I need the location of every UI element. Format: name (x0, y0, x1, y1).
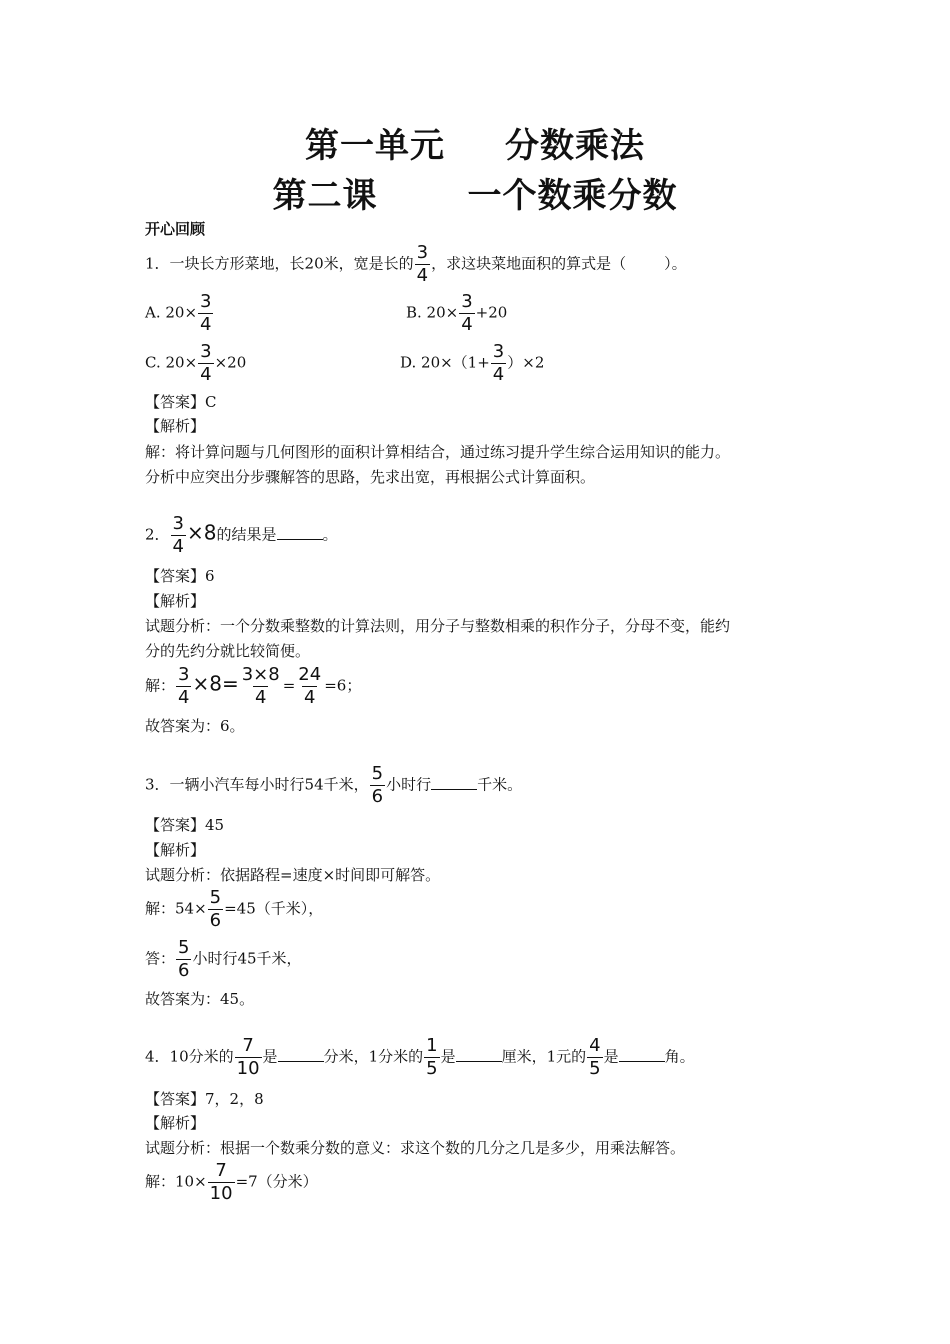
q3-answer: 【答案】45 (145, 816, 225, 834)
answer-blank (278, 1047, 324, 1062)
fraction: $\frac{5}{6}$ (178, 937, 190, 981)
q1-option-c: C. 20× $\frac{3}{4}$ ×20 (145, 341, 247, 385)
title-line-2 (0, 168, 950, 217)
fraction: $\frac{3}{4}$ (200, 341, 212, 385)
fraction: $\frac{24}{4}$ (298, 664, 322, 708)
q3-answer-statement: 答： $\frac{5}{6}$ 小时行45千米， (145, 937, 302, 981)
q4-answer: 【答案】7，2，8 (145, 1090, 264, 1108)
q3-stem: 3．一辆小汽车每小时行54千米， $\frac{5}{6}$ 小时行 千米。 (145, 763, 523, 807)
unit-subtitle: 分数乘法 (505, 126, 645, 166)
q1-analysis-2: 分析中应突出分步骤解答的思路，先求出宽，再根据公式计算面积。 (145, 468, 596, 486)
fraction: $\frac{3}{4}$ (178, 664, 190, 708)
fraction: $\frac{1}{5}$ (426, 1035, 438, 1079)
answer-blank (456, 1047, 502, 1062)
title-line-1 (0, 118, 950, 167)
unit-title: 第一单元 (305, 126, 445, 166)
answer-blank (277, 525, 323, 540)
q4-analysis-label: 【解析】 (145, 1114, 206, 1132)
fraction: $\frac{5}{6}$ (209, 887, 222, 931)
q3-analysis-1: 试题分析：依据路程=速度×时间即可解答。 (145, 866, 441, 884)
q1-stem: 1．一块长方形菜地，长20米，宽是长的 $\frac{3}{4}$ ，求这块菜地面积的算式是（ ）。 (145, 242, 687, 286)
q2-solution: 解： $\frac{3}{4}$ ×8= $\frac{3\times 8}{4}$ = $\frac{24}{4}$ =6； (145, 664, 362, 708)
q2-analysis-label: 【解析】 (145, 592, 206, 610)
lesson-title: 第二课 (272, 176, 378, 216)
q2-analysis-2: 分的先约分就比较简便。 (145, 642, 311, 660)
q3-solution: 解：54× $\frac{5}{6}$ =45（千米）， (145, 887, 324, 931)
answer-blank (431, 775, 477, 790)
fraction: $\frac{3}{4}$ (200, 291, 212, 335)
fraction: $\frac{5}{6}$ (371, 763, 384, 807)
q2-answer: 【答案】6 (145, 567, 215, 585)
q1-analysis-1: 解：将计算问题与几何图形的面积计算相结合，通过练习提升学生综合运用知识的能力。 (145, 443, 731, 461)
fraction: $\frac{4}{5}$ (589, 1035, 601, 1079)
q1-answer: 【答案】C (145, 393, 217, 411)
fraction: $\frac{3\times 8}{4}$ (241, 664, 280, 708)
q2-analysis-1: 试题分析：一个分数乘整数的计算法则，用分子与整数相乘的积作分子，分母不变，能约 (145, 617, 731, 635)
lesson-subtitle: 一个数乘分数 (467, 176, 678, 216)
q4-solution: 解：10× $\frac{7}{10}$ =7（分米） (145, 1160, 318, 1204)
q4-analysis-1: 试题分析：根据一个数乘分数的意义：求这个数的几分之几是多少，用乘法解答。 (145, 1139, 686, 1157)
section-label: 开心回顾 (145, 220, 206, 238)
answer-blank (619, 1047, 665, 1062)
fraction: $\frac{3}{4}$ (492, 341, 505, 385)
q1-option-a: A. 20× $\frac{3}{4}$ (145, 291, 212, 335)
q1-option-b: B. 20× $\frac{3}{4}$ +20 (406, 291, 508, 335)
q1-analysis-label: 【解析】 (145, 417, 206, 435)
q1-option-d: D. 20×（1+ $\frac{3}{4}$ ）×2 (400, 341, 545, 385)
fraction: $\frac{7}{10}$ (209, 1160, 233, 1204)
fraction: $\frac{3}{4}$ (461, 291, 473, 335)
fraction: $\frac{3}{4}$ (172, 513, 184, 557)
fraction: $\frac{7}{10}$ (236, 1035, 260, 1079)
fraction: $\frac{3}{4}$ (416, 242, 429, 286)
q4-stem: 4．10分米的 $\frac{7}{10}$ 是 分米，1分米的 $\frac{1}{5}$ 是 厘米，1元的 $\frac{4}{5}$ 是 角。 (145, 1035, 695, 1079)
q3-analysis-label: 【解析】 (145, 841, 206, 859)
q3-final: 故答案为：45。 (145, 990, 255, 1008)
q2-stem: 2． $\frac{3}{4}$ ×8的结果是 。 (145, 513, 338, 557)
q2-final: 故答案为：6。 (145, 717, 245, 735)
